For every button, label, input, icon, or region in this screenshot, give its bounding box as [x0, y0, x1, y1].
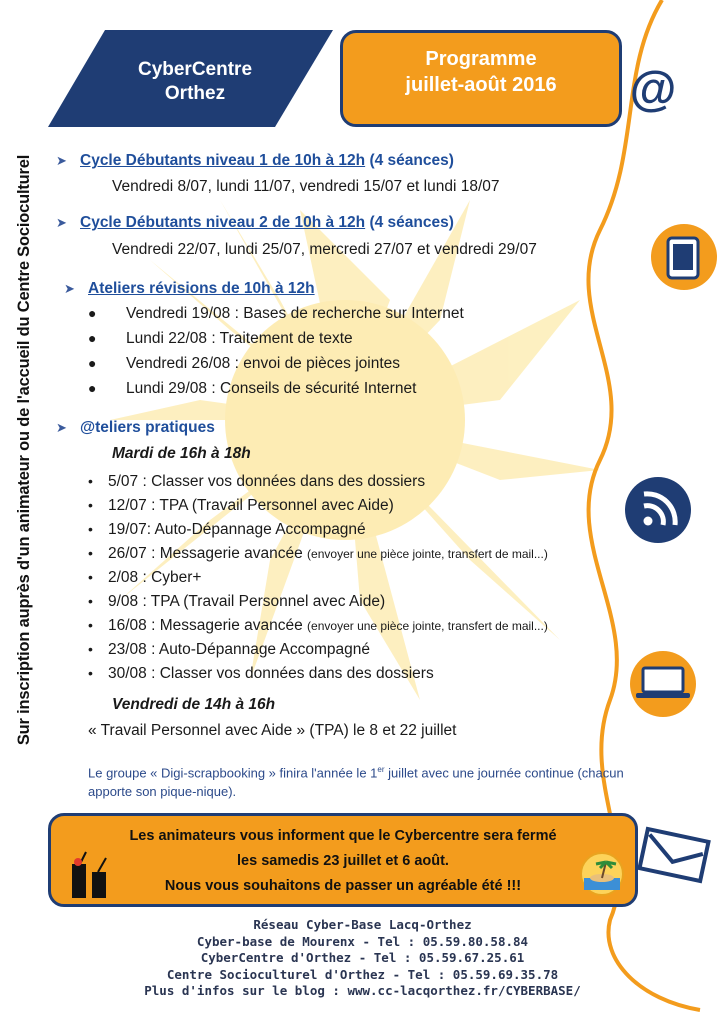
list-item: ● Lundi 29/08 : Conseils de sécurité Internet [88, 380, 417, 397]
bullet-icon: ● [88, 305, 97, 321]
footer-mourenx: Cyber-base de Mourenx - Tel : 05.59.80.58.84 [196, 933, 529, 949]
laptop-icon [630, 651, 696, 717]
list-item: • 19/07: Auto-Dépannage Accompagné [88, 521, 366, 538]
arrow-bullet-icon: ➤ [56, 215, 67, 230]
revision-title: Ateliers révisions de 10h à 12h [88, 280, 315, 297]
cycle-2-title: Cycle Débutants niveau 2 de 10h à 12h [80, 214, 366, 231]
tablet-icon [651, 224, 717, 290]
envelope-icon [640, 829, 709, 881]
cycle-2-dates: Vendredi 22/07, lundi 25/07, mercredi 27/07 et vendredi 29/07 [112, 241, 537, 258]
program-title [340, 46, 622, 98]
list-item: • 23/08 : Auto-Dépannage Accompagné [88, 641, 370, 658]
list-item: • 30/08 : Classer vos données dans des dossiers [88, 665, 434, 682]
list-item: ● Vendredi 26/08 : envoi de pièces jointes [88, 355, 401, 372]
list-item: • 12/07 : TPA (Travail Personnel avec Aide) [88, 497, 394, 514]
notice-line-3: Nous vous souhaitons de passer un agréable été !!! [164, 878, 522, 894]
arrow-bullet-icon: ➤ [56, 420, 67, 435]
list-item: • 2/08 : Cyber+ [88, 569, 202, 586]
list-item: • 26/07 : Messagerie avancée (envoyer une pièce jointe, transfert de mail...) [88, 545, 548, 562]
footer-cybercentre: CyberCentre d'Orthez - Tel : 05.59.67.25.61 [200, 950, 525, 965]
closure-notice-text [48, 824, 638, 899]
friday-header: Vendredi de 14h à 16h [112, 696, 276, 713]
tuesday-header: Mardi de 16h à 18h [112, 445, 251, 462]
footer-network: Réseau Cyber-Base Lacq-Orthez [253, 917, 472, 932]
registration-sidebar [0, 130, 54, 770]
at-icon: @ [629, 63, 677, 116]
scrapbook-note: Le groupe « Digi-scrapbooking » finira l'année le 1er juillet avec une journée continue (chacun apporte son pique-nique). [88, 765, 624, 800]
list-item: • 5/07 : Classer vos données dans des dossiers [88, 473, 426, 490]
rss-icon [625, 477, 691, 543]
arrow-bullet-icon: ➤ [56, 153, 67, 168]
cycle-1-title: Cycle Débutants niveau 1 de 10h à 12h [80, 152, 366, 169]
notice-line-1: Les animateurs vous informent que le Cybercentre sera fermé [129, 828, 557, 844]
bullet-icon: ● [88, 330, 97, 346]
cycle-2-heading [56, 214, 454, 232]
arrow-bullet-icon: ➤ [64, 281, 75, 296]
program-line-2: juillet-août 2016 [405, 74, 557, 96]
contact-footer [0, 917, 725, 1000]
friday-text: « Travail Personnel avec Aide » (TPA) le 8 et 22 juillet [88, 722, 457, 739]
registration-text: Sur inscription auprès d'un animateur ou de l'accueil du Centre Socioculturel [15, 154, 33, 746]
practical-title: @teliers pratiques [80, 419, 215, 436]
list-item: ● Lundi 22/08 : Traitement de texte [88, 330, 353, 347]
program-line-1: Programme [425, 48, 537, 70]
cycle-1-sessions: (4 séances) [369, 152, 454, 169]
notice-line-2: les samedis 23 juillet et 6 août. [237, 853, 449, 869]
bullet-icon: ● [88, 380, 97, 396]
revision-heading [64, 280, 315, 298]
brand-line-1: CyberCentre [137, 59, 253, 80]
footer-socioculturel: Centre Socioculturel d'Orthez - Tel : 05.59.69.35.78 [166, 966, 559, 982]
bullet-icon: ● [88, 355, 97, 371]
brand-line-2: Orthez [164, 83, 226, 104]
list-item: • 9/08 : TPA (Travail Personnel avec Aide) [88, 593, 386, 610]
cycle-1-dates: Vendredi 8/07, lundi 11/07, vendredi 15/07 et lundi 18/07 [112, 178, 500, 195]
footer-blog-link[interactable]: Plus d'infos sur le blog : www.cc-lacqorthez.fr/CYBERBASE/ [144, 983, 581, 998]
practical-heading [56, 419, 215, 437]
cycle-1-heading [56, 152, 454, 170]
brand-title [95, 58, 295, 106]
cycle-2-sessions: (4 séances) [369, 214, 454, 231]
list-item: ● Vendredi 19/08 : Bases de recherche sur Internet [88, 305, 464, 322]
list-item: • 16/08 : Messagerie avancée (envoyer une pièce jointe, transfert de mail...) [88, 617, 548, 634]
